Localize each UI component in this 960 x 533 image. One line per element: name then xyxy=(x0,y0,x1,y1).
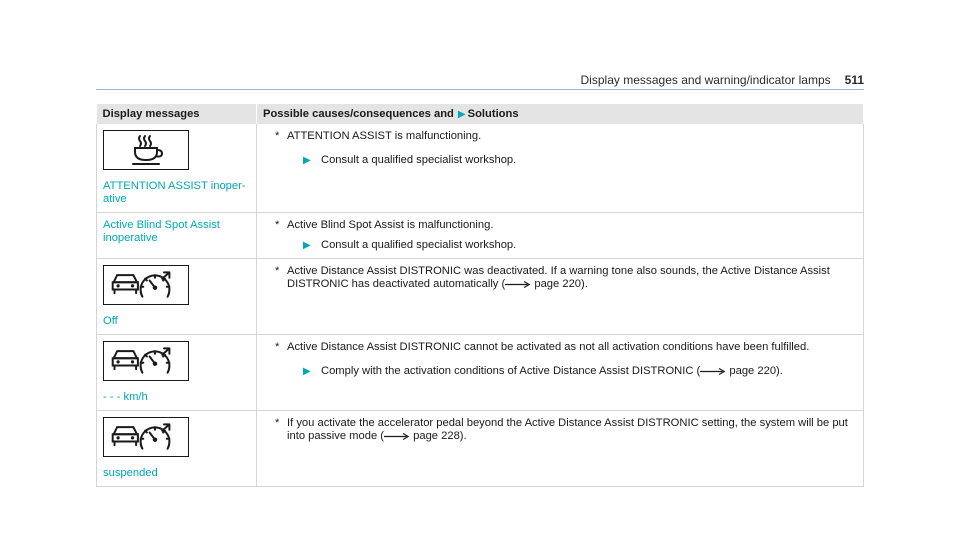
header-title: Display messages and warning/indicator lamps xyxy=(580,73,831,87)
solution-item: ▶ Consult a qualified specialist workshop. xyxy=(303,154,517,166)
page-header xyxy=(96,72,864,88)
message-label: Off xyxy=(103,315,118,327)
col-header-display-messages: Display messages xyxy=(97,104,257,124)
table-row xyxy=(97,213,864,259)
distance-assist-icon xyxy=(103,417,189,457)
message-cell xyxy=(97,124,257,213)
col-header-solutions-text: Solutions xyxy=(467,108,519,120)
message-label: ATTENTION ASSIST inoper-ative xyxy=(103,180,246,205)
table-row xyxy=(97,411,864,487)
message-cell xyxy=(97,411,257,487)
display-messages-table xyxy=(96,104,864,487)
header-rule xyxy=(96,89,864,90)
message-cell xyxy=(97,259,257,335)
solution-item: ▶ Consult a qualified specialist workshop. xyxy=(303,239,517,251)
table-row xyxy=(97,335,864,411)
reference-arrow-icon xyxy=(384,432,410,441)
message-cell xyxy=(97,335,257,411)
cause-cell xyxy=(257,411,864,487)
cause-item: * Active Distance Assist DISTRONIC cannot be activated as not all activation conditions have been fulfilled. xyxy=(275,341,810,353)
table-row xyxy=(97,259,864,335)
page-number: 511 xyxy=(844,73,864,87)
reference-arrow-icon xyxy=(505,280,531,289)
cause-cell xyxy=(257,259,864,335)
message-label: suspended xyxy=(103,467,158,479)
coffee-cup-icon xyxy=(103,130,189,170)
cause-item: * If you activate the accelerator pedal beyond the Active Distance Assist DISTRONIC setting, the system will be put into passive mode ( page 228). xyxy=(275,417,848,442)
col-header-causes xyxy=(257,104,864,124)
distance-assist-icon xyxy=(103,341,189,381)
cause-item: * Active Distance Assist DISTRONIC was deactivated. If a warning tone also sounds, the Active Distance Assist DISTRONIC has deactivated automatically ( page 220). xyxy=(275,265,830,290)
distance-assist-icon xyxy=(103,265,189,305)
play-arrow-icon: ▶ xyxy=(303,155,311,166)
table-header-row xyxy=(97,104,864,124)
cause-cell xyxy=(257,335,864,411)
col-header-causes-text: Possible causes/consequences and xyxy=(263,108,454,120)
table-row xyxy=(97,124,864,213)
page-reference[interactable]: page 220). xyxy=(700,365,783,377)
message-cell xyxy=(97,213,257,259)
cause-item: * Active Blind Spot Assist is malfunctioning. xyxy=(275,219,494,231)
solution-item: ▶ Comply with the activation conditions of Active Distance Assist DISTRONIC ( page 220). xyxy=(303,365,783,377)
play-arrow-icon: ▶ xyxy=(303,240,311,251)
cause-cell xyxy=(257,213,864,259)
page-reference[interactable]: page 220). xyxy=(505,278,588,290)
reference-arrow-icon xyxy=(700,367,726,376)
page-reference[interactable]: page 228). xyxy=(384,430,467,442)
play-arrow-icon: ▶ xyxy=(303,366,311,377)
cause-cell xyxy=(257,124,864,213)
message-label: - - - km/h xyxy=(103,391,148,403)
cause-item: * ATTENTION ASSIST is malfunctioning. xyxy=(275,130,482,142)
message-label: Active Blind Spot Assist inoperative xyxy=(103,219,220,244)
play-arrow-icon: ▶ xyxy=(457,109,466,120)
